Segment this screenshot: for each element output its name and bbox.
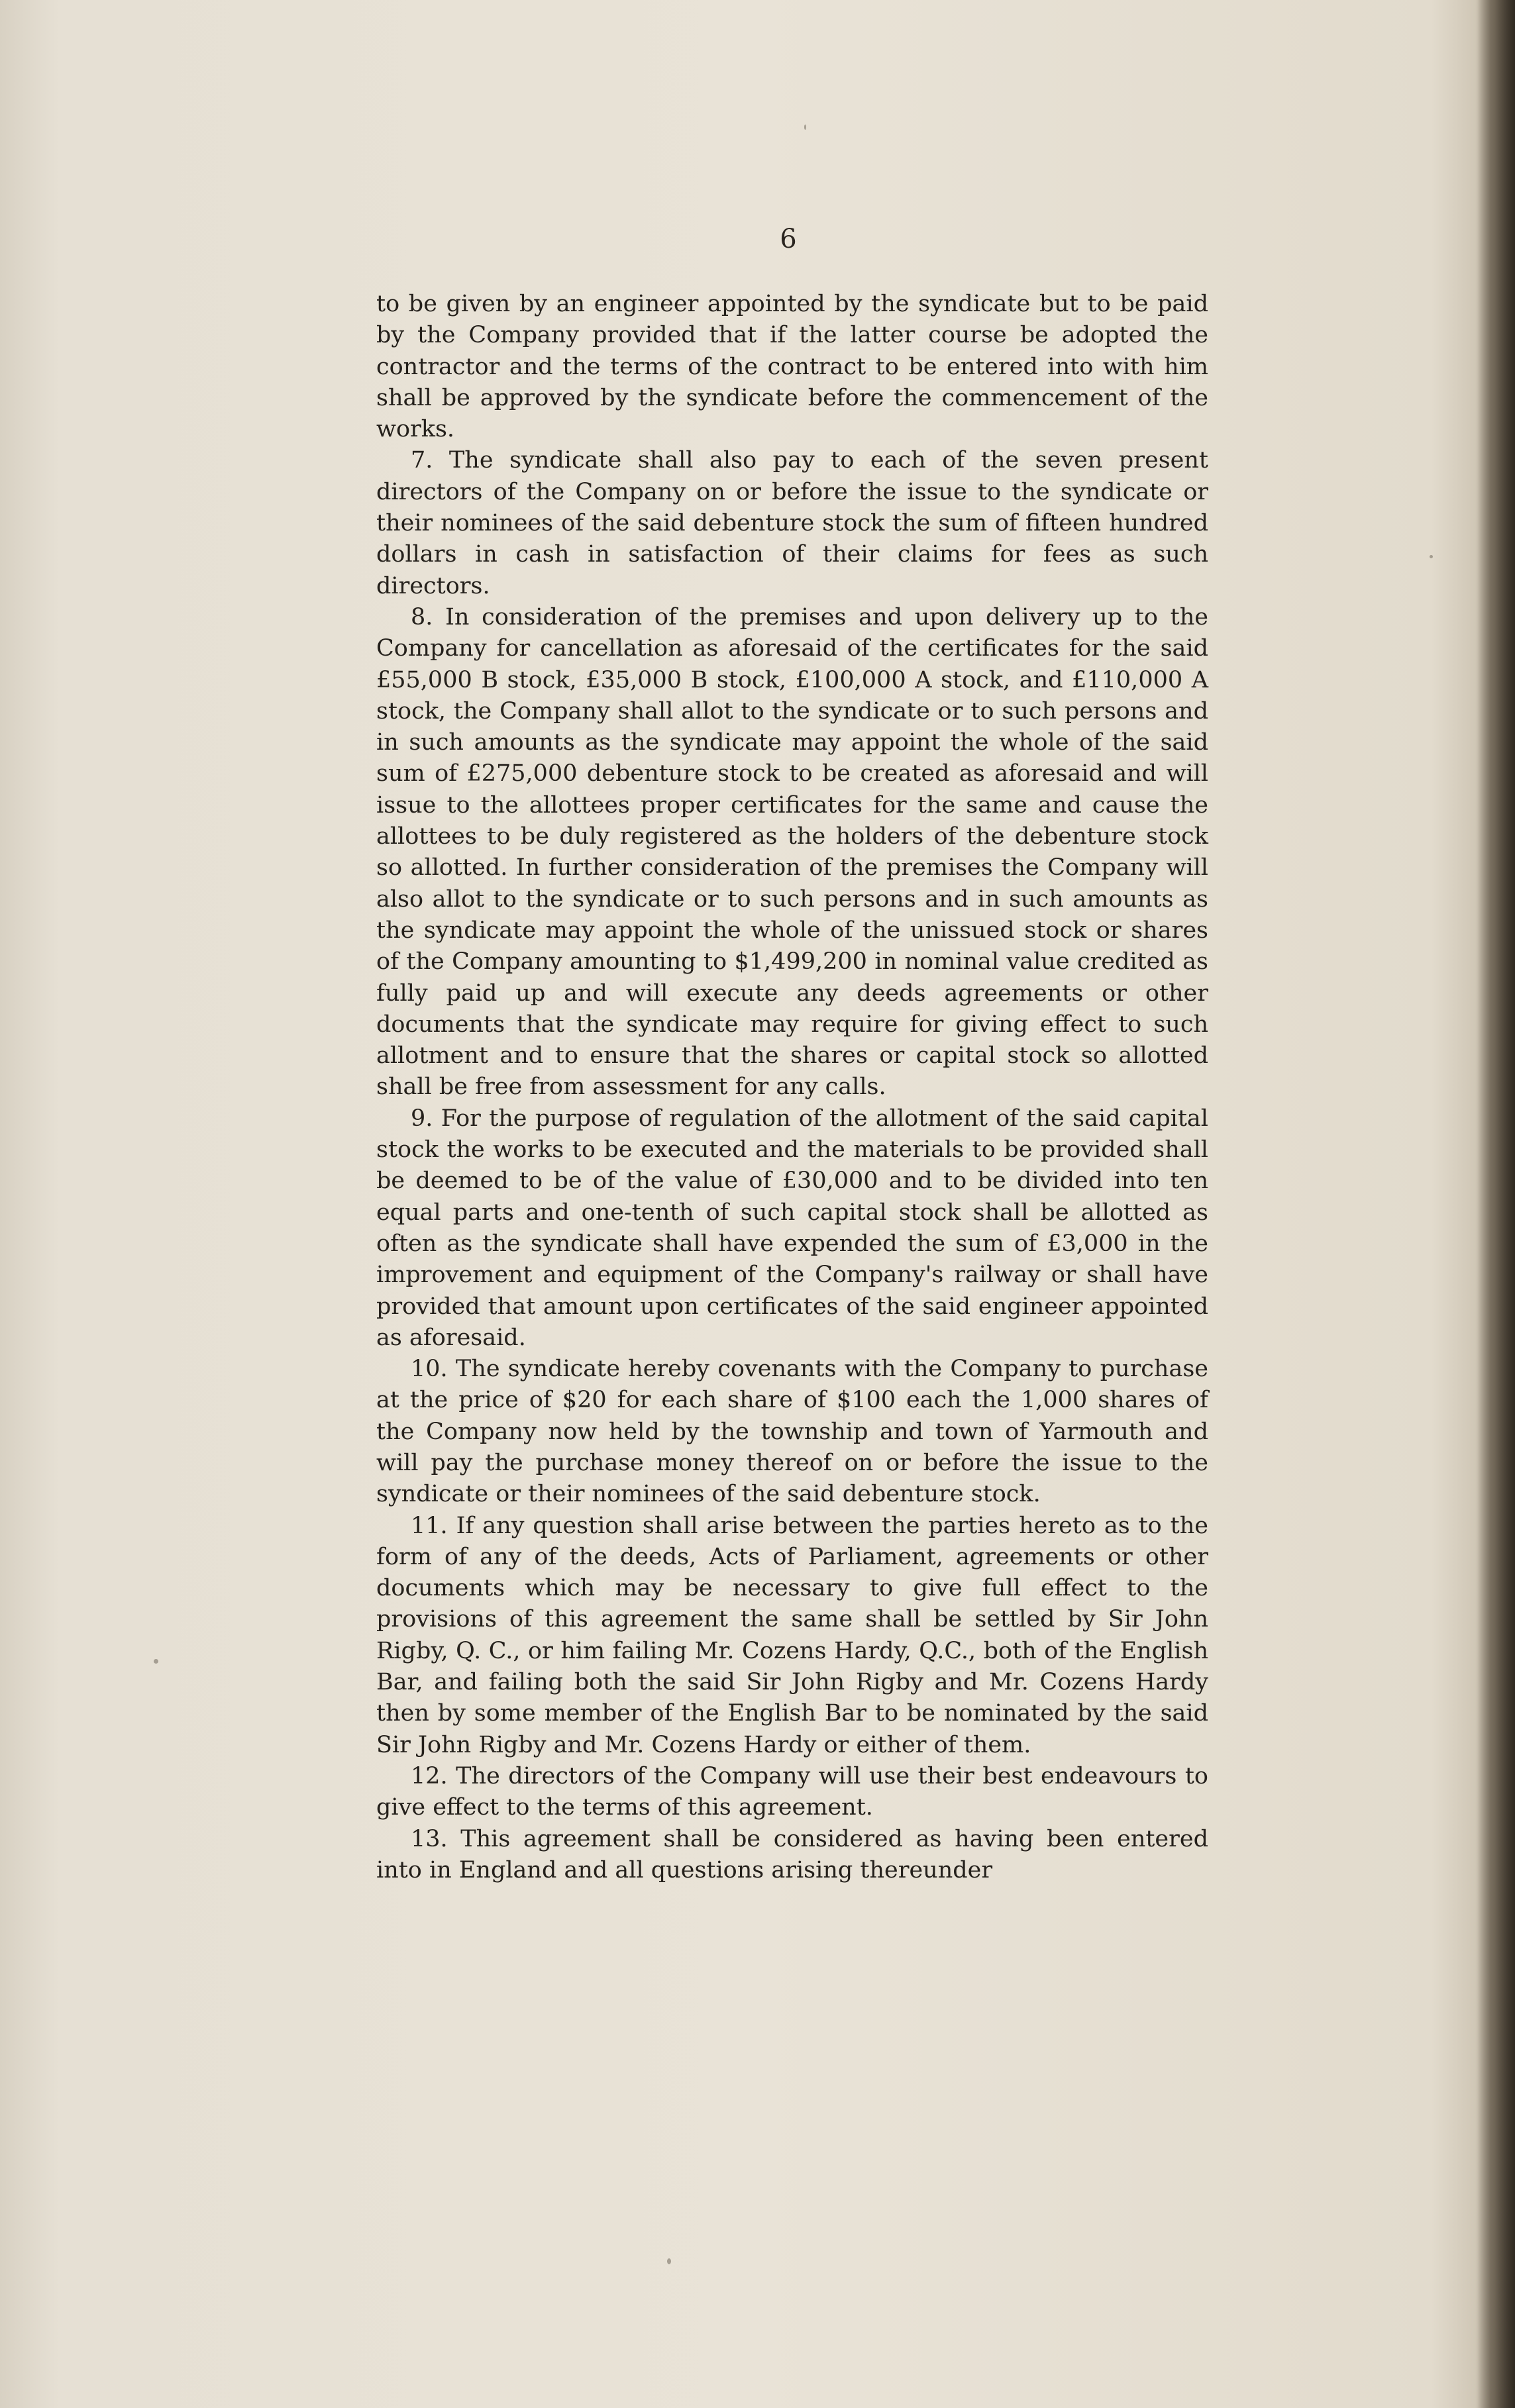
page-edge-shadow — [1475, 0, 1515, 2408]
paragraph-11: 11. If any question shall arise between the parties hereto as to the form of any of the deeds, Acts of Parliament, agreements or other documents which may be necessary to give full effect to the provisions of this agreement the same shall be settled by Sir John Rigby, Q. C., or him failing Mr. Cozens Hardy, Q.C., both of the English Bar, and failing both the said Sir John Rigby and Mr. Cozens Hardy then by some member of the English Bar to be nominated by the said Sir John Rigby and Mr. Cozens Hardy or either of them. — [376, 1512, 1208, 1758]
paragraph-9: 9. For the purpose of regulation of the allotment of the said capital stock the works to be executed and the materials to be provided shall be deemed to be of the value of £30,000 and to be divided into ten equal parts and one-tenth of such capital stock shall be allotted as often as the syndicate shall have expended the sum of £3,000 in the improvement and equipment of the Company's railway or shall have provided that amount upon certificates of the said engineer appointed as aforesaid. — [376, 1105, 1208, 1351]
paragraph-13: 13. This agreement shall be considered as having been entered into in England and all questions arising thereunder — [376, 1825, 1208, 1883]
paragraph-10: 10. The syndicate hereby covenants with the Company to purchase at the price of $20 for each share of $100 each the 1,000 shares of the Company now held by the township and town of Yarmouth and will pay the purchase money thereof on or before the issue to the syndicate or their nominees of the said debenture stock. — [376, 1356, 1208, 1508]
paper-speck — [804, 125, 806, 130]
page-number: 6 — [780, 224, 797, 254]
paragraph-12: 12. The directors of the Company will use their best endeavours to give effect to the terms of this agreement. — [376, 1762, 1208, 1821]
paragraph-continuation: to be given by an engineer appointed by the syndicate but to be paid by the Company provided that if the latter course be adopted the contractor and the terms of the contract to be entered into with him shall be approved by the syndicate before the commencement of the works. — [376, 291, 1208, 443]
paragraph-8: 8. In consideration of the premises and upon delivery up to the Company for cancellation as aforesaid of the certificates for the said £55,000 B stock, £35,000 B stock, £100,000 A stock, and £110,000 A stock, the Company shall allot to the syndicate or to such persons and in such amounts as the syndicate may appoint the whole of the said sum of £275,000 debenture stock to be created as aforesaid and will issue to the allottees proper certificates for the same and cause the allottees to be duly registered as the holders of the debenture stock so allotted. In further consideration of the premises the Company will also allot to the syndicate or to such persons and in such amounts as the syndicate may appoint the whole of the unissued stock or shares of the Company amounting to $1,499,200 in nominal value credited as fully paid up and will execute any deeds agreements or other documents that the syndicate may require for giving effect to such allotment and to ensure that the shares or capital stock so allotted shall be free from assessment for any calls. — [376, 603, 1208, 1101]
body-text — [376, 289, 1208, 1886]
paper-speck — [1430, 555, 1433, 558]
paper-speck — [154, 1659, 158, 1664]
paragraph-7: 7. The syndicate shall also pay to each of the seven present directors of the Company on or before the issue to the syndicate or their nominees of the said debenture stock the sum of fifteen hundred dollars in cash in satisfaction of their claims for fees as such directors. — [376, 447, 1208, 599]
paper-speck — [667, 2258, 671, 2264]
